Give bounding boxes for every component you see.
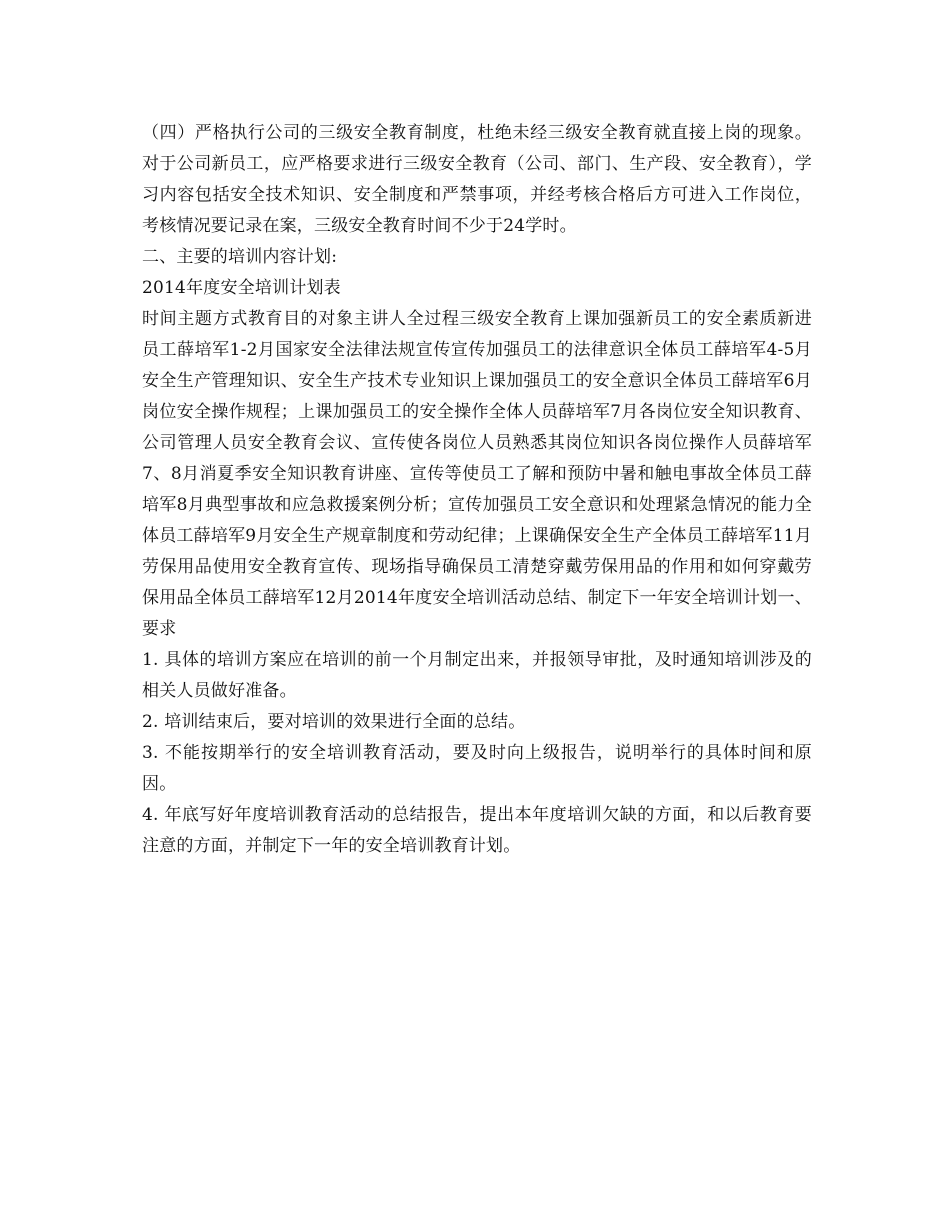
- section-heading-training-content: 二、主要的培训内容计划:: [142, 247, 338, 267]
- requirement-item-3: 3. 不能按期举行的安全培训教育活动，要及时向上级报告，说明举行的具体时间和原因。: [142, 743, 812, 794]
- document-body: [142, 118, 812, 862]
- requirement-item-1: 1. 具体的培训方案应在培训的前一个月制定出来，并报领导审批，及时通知培训涉及的相关人员做好准备。: [142, 650, 812, 701]
- requirement-item-2: 2. 培训结束后，要对培训的效果进行全面的总结。: [142, 712, 526, 732]
- training-plan-table-text: 时间主题方式教育目的对象主讲人全过程三级安全教育上课加强新员工的安全素质新进员工薛培军1-2月国家安全法律法规宣传宣传加强员工的法律意识全体员工薛培军4-5月安全生产管理知识、安全生产技术专业知识上课加强员工的安全意识全体员工薛培军6月岗位安全操作规程；上课加强员工的安全操作全体人员薛培军7月各岗位安全知识教育、公司管理人员安全教育会议、宣传使各岗位人员熟悉其岗位知识各岗位操作人员薛培军7、8月消夏季安全知识教育讲座、宣传等使员工了解和预防中暑和触电事故全体员工薛培军8月典型事故和应急救援案例分析；宣传加强员工安全意识和处理紧急情况的能力全体员工薛培军9月安全生产规章制度和劳动纪律；上课确保安全生产全体员工薛培军11月劳保用品使用安全教育宣传、现场指导确保员工清楚穿戴劳保用品的作用和如何穿戴劳保用品全体员工薛培军12月2014年度安全培训活动总结、制定下一年安全培训计划一、 要求: [142, 309, 812, 639]
- requirement-item-4: 4. 年底写好年度培训教育活动的总结报告，提出本年度培训欠缺的方面，和以后教育要注意的方面，并制定下一年的安全培训教育计划。: [142, 805, 812, 856]
- training-plan-table-title: 2014年度安全培训计划表: [142, 278, 341, 298]
- paragraph-three-level-safety-education: （四）严格执行公司的三级安全教育制度，杜绝未经三级安全教育就直接上岗的现象。对于公司新员工，应严格要求进行三级安全教育（公司、部门、生产段、安全教育），学习内容包括安全技术知识、安全制度和严禁事项，并经考核合格后方可进入工作岗位，考核情况要记录在案，三级安全教育时间不少于24学时。: [142, 123, 812, 236]
